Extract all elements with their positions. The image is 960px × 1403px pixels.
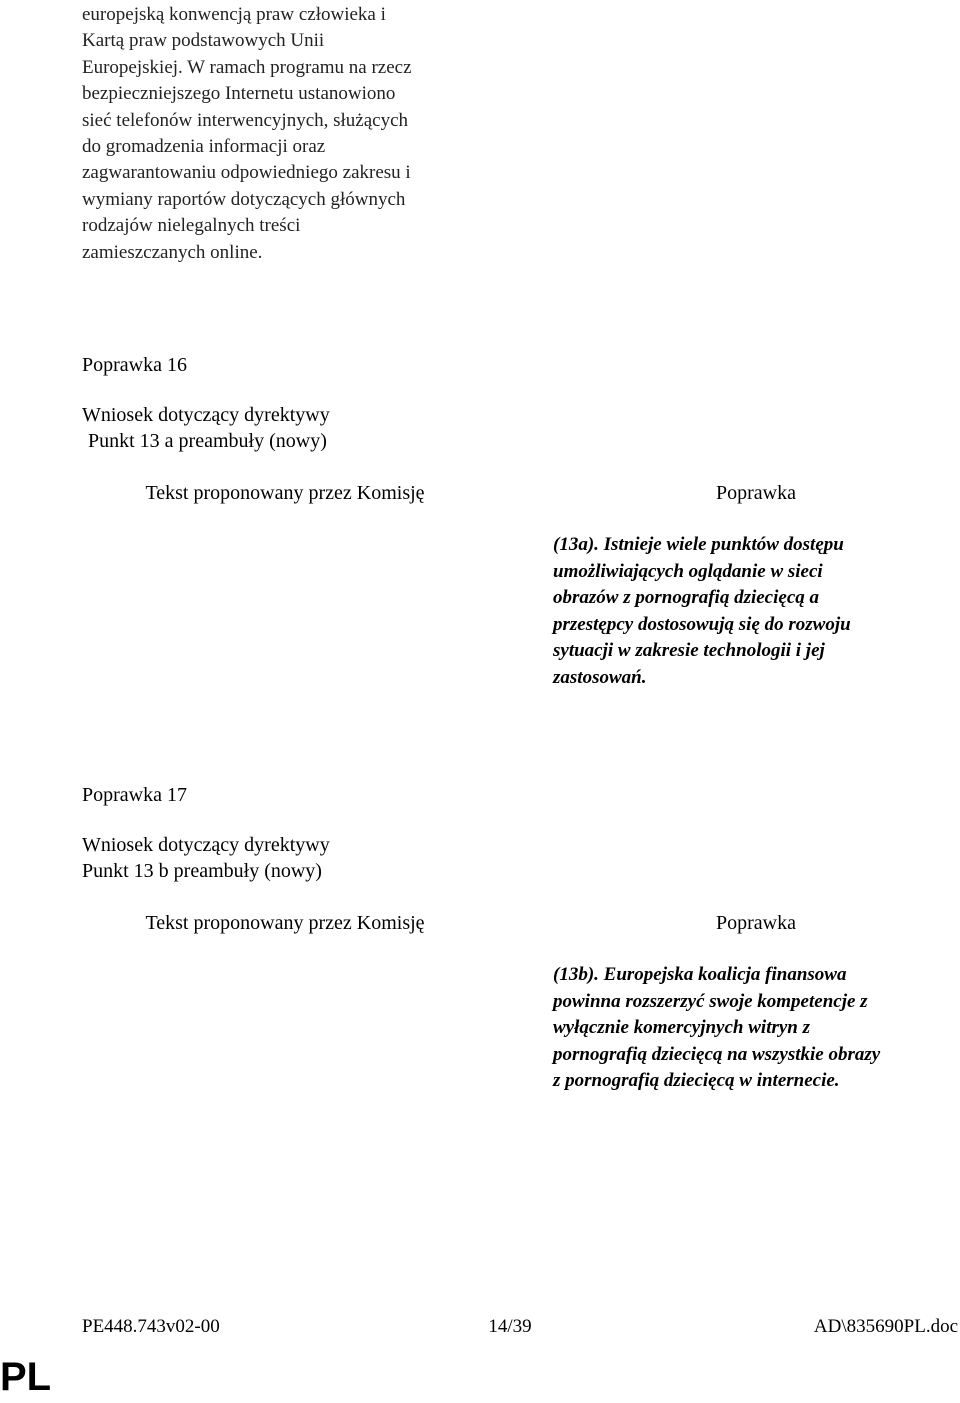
amendment-text-line: umożliwiających oglądanie w sieci [553, 560, 823, 582]
amendment-text-line: przestępcy dostosowują się do rozwoju [553, 613, 851, 635]
column-header-amendment: Poprawka [716, 912, 796, 934]
amendment-text [553, 532, 953, 692]
document-reference: PE448.743v02-00 [82, 1316, 220, 1337]
amendment-text-line: obrazów z pornografią dziecięcą a [553, 587, 819, 609]
carryover-line: sieć telefonów interwencyjnych, służących [82, 109, 409, 131]
carryover-line: zamieszczanych online. [82, 241, 263, 263]
amendment-meta [82, 832, 330, 884]
amendment-meta [82, 402, 330, 454]
page-number: 14/39 [488, 1316, 532, 1337]
carryover-line: bezpieczniejszego Internetu ustanowiono [82, 83, 396, 105]
carryover-line: Kartą praw podstawowych Unii [82, 30, 325, 52]
amendment-text-line: powinna rozszerzyć swoje kompetencje z [553, 990, 868, 1012]
carryover-line: europejską konwencją praw człowieka i [82, 4, 386, 25]
carryover-line: zagwarantowaniu odpowiedniego zakresu i [82, 162, 411, 184]
amendment-text-line: zastosowań. [553, 666, 647, 688]
carryover-line: do gromadzenia informacji oraz [82, 136, 326, 158]
carryover-line: wymiany raportów dotyczących głównych [82, 188, 406, 210]
column-header-commission: Tekst proponowany przez Komisję [145, 482, 425, 504]
amendment-text-line: z pornografią dziecięcą w internecie. [553, 1070, 840, 1092]
amendment-text-line: sytuacji w zakresie technologii i jej [553, 640, 825, 662]
carryover-line: rodzajów nielegalnych treści [82, 215, 301, 237]
amendment-text-line: pornografią dziecięcą na wszystkie obrazy [553, 1043, 881, 1065]
amendment-text-line: (13b). Europejska koalicja finansowa [553, 964, 847, 985]
amendment-title: Poprawka 17 [82, 784, 187, 806]
amendment-title: Poprawka 16 [82, 354, 187, 376]
proposal-label: Wniosek dotyczący dyrektywy [82, 404, 330, 426]
point-label: Punkt 13 b preambuły (nowy) [82, 860, 322, 882]
file-name: AD\835690PL.doc [813, 1316, 958, 1337]
column-header-amendment: Poprawka [716, 482, 796, 504]
proposal-label: Wniosek dotyczący dyrektywy [82, 834, 330, 856]
amendment-text-line: (13a). Istnieje wiele punktów dostępu [553, 534, 844, 555]
carryover-line: Europejskiej. W ramach programu na rzecz [82, 56, 412, 78]
amendment-text [553, 962, 953, 1095]
column-header-commission: Tekst proponowany przez Komisję [145, 912, 425, 934]
carryover-paragraph [82, 2, 542, 266]
amendment-text-line: wyłącznie komercyjnych witryn z [553, 1017, 811, 1039]
point-label: Punkt 13 a preambuły (nowy) [88, 430, 327, 452]
language-code: PL [0, 1355, 52, 1399]
